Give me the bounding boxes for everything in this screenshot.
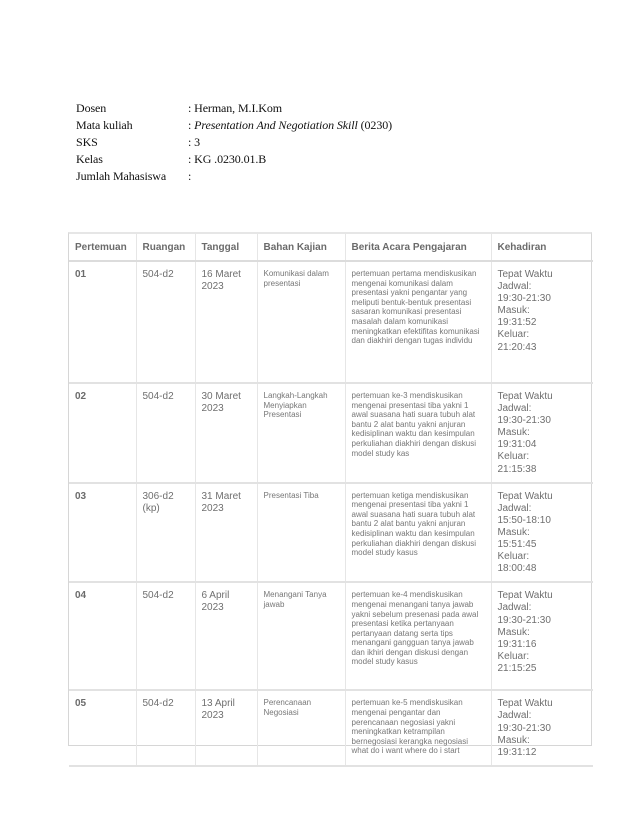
header-tanggal: Tanggal xyxy=(195,234,257,261)
mata-kuliah-value xyxy=(188,117,392,134)
cell-kehadiran xyxy=(491,483,593,583)
header-kehadiran: Kehadiran xyxy=(491,234,593,261)
attendance-schedule-value: 19:30-21:30 xyxy=(497,722,551,734)
header-berita-acara: Berita Acara Pengajaran xyxy=(345,234,491,261)
attendance-out-label: Keluar: xyxy=(497,551,530,563)
attendance-status: Tepat Waktu xyxy=(497,590,553,602)
attendance-schedule-value: 19:30-21:30 xyxy=(497,293,551,305)
teaching-report-table xyxy=(68,232,592,758)
attendance-in-label: Masuk: xyxy=(497,305,530,317)
cell-pertemuan: 05 xyxy=(69,690,136,765)
report-table xyxy=(69,234,593,767)
cell-ruangan: 306-d2 (kp) xyxy=(136,483,195,583)
sks-label: SKS xyxy=(76,135,98,149)
cell-ruangan: 504-d2 xyxy=(136,383,195,483)
cell-ruangan: 504-d2 xyxy=(136,261,195,383)
cell-bahan-kajian: Menangani Tanya jawab xyxy=(257,582,345,690)
cell-tanggal: 16 Maret 2023 xyxy=(195,261,257,383)
cell-kehadiran xyxy=(491,261,593,383)
cell-tanggal: 30 Maret 2023 xyxy=(195,383,257,483)
cell-tanggal: 31 Maret 2023 xyxy=(195,483,257,583)
mata-kuliah-code: (0230) xyxy=(357,118,393,132)
cell-kehadiran xyxy=(491,582,593,690)
cell-bahan-kajian: Perencanaan Negosiasi xyxy=(257,690,345,765)
attendance-status: Tepat Waktu xyxy=(497,698,553,710)
cell-tanggal: 13 April 2023 xyxy=(195,690,257,765)
attendance-in-value: 19:31:16 xyxy=(497,638,537,650)
cell-pertemuan: 01 xyxy=(69,261,136,383)
attendance-status: Tepat Waktu xyxy=(497,391,553,402)
cell-pertemuan: 04 xyxy=(69,582,136,690)
attendance-out-value: 21:20:43 xyxy=(497,341,537,353)
attendance-status: Tepat Waktu xyxy=(497,269,553,280)
table-row xyxy=(69,582,593,690)
header-ruangan: Ruangan xyxy=(136,234,195,261)
cell-bahan-kajian: Presentasi Tiba xyxy=(257,483,345,583)
attendance-in-label: Masuk: xyxy=(497,626,530,638)
cell-berita-acara: pertemuan ke-3 mendiskusikan mengenai presentasi tiba yakni 1 awal suasana hati suara tubuh alat bantu 2 alat bantu yakni anjuran kedisiplinan waktu dan kesimpulan perkuliahan diakhiri dengan diskusi model study kas xyxy=(345,383,491,483)
cell-berita-acara: pertemuan ke-4 mendiskusikan mengenai menangani tanya jawab yakni sebelum presenasi pada awal presentasi ketika pertanyaan pertanyaan datang serta tips menangani gangguan tanya jawab dan ikhiri dengan diskusi dengan model study kasus xyxy=(345,582,491,690)
mata-kuliah-title: Presentation And Negotiation Skill xyxy=(194,118,358,132)
kelas-label: Kelas xyxy=(76,152,103,166)
dosen-value: : Herman, M.I.Kom xyxy=(188,101,282,115)
attendance-in-value: 15:51:45 xyxy=(497,539,537,551)
cell-kehadiran xyxy=(491,690,593,765)
attendance-out-value: 21:15:25 xyxy=(497,662,537,674)
attendance-schedule-label: Jadwal: xyxy=(497,403,532,415)
jumlah-mahasiswa-value: : xyxy=(188,169,192,183)
attendance-schedule-label: Jadwal: xyxy=(497,281,532,293)
cell-berita-acara: pertemuan ketiga mendiskusikan mengenai presentasi tiba yakni 1 awal suasana hati suara tubuh alat bantu 2 alat bantu yakni anjuran kedisiplinan waktu dan kesimpulan perkuliahan diakhiri dengan diskusi model study kasus xyxy=(345,483,491,583)
cell-kehadiran xyxy=(491,383,593,483)
cell-bahan-kajian: Langkah-Langkah Menyiapkan Presentasi xyxy=(257,383,345,483)
attendance-in-label: Masuk: xyxy=(497,734,530,746)
table-row xyxy=(69,383,593,483)
attendance-schedule-label: Jadwal: xyxy=(497,710,532,722)
attendance-in-value: 19:31:04 xyxy=(497,439,537,451)
table-header-row xyxy=(69,234,593,261)
attendance-out-label: Keluar: xyxy=(497,329,530,341)
kelas-value: : KG .0230.01.B xyxy=(188,152,267,166)
cell-bahan-kajian: Komunikasi dalam presentasi xyxy=(257,261,345,383)
attendance-schedule-label: Jadwal: xyxy=(497,602,532,614)
cell-pertemuan: 02 xyxy=(69,383,136,483)
mata-kuliah-label: Mata kuliah xyxy=(76,118,133,132)
attendance-in-label: Masuk: xyxy=(497,427,530,439)
attendance-in-label: Masuk: xyxy=(497,526,530,538)
attendance-in-value: 19:31:52 xyxy=(497,317,537,329)
attendance-schedule-value: 19:30-21:30 xyxy=(497,614,551,626)
cell-pertemuan: 03 xyxy=(69,483,136,583)
jumlah-mahasiswa-label: Jumlah Mahasiswa xyxy=(76,169,167,183)
cell-ruangan: 504-d2 xyxy=(136,582,195,690)
attendance-schedule-value: 19:30-21:30 xyxy=(497,415,551,427)
header-bahan-kajian: Bahan Kajian xyxy=(257,234,345,261)
attendance-in-value: 19:31:12 xyxy=(497,746,537,758)
attendance-out-value: 21:15:38 xyxy=(497,463,537,475)
cell-ruangan: 504-d2 xyxy=(136,690,195,765)
table-row xyxy=(69,261,593,383)
cell-berita-acara: pertemuan ke-5 mendiskusikan mengenai pengantar dan perencanaan negosiasi yakni meningkatkan ketrampilan bernegosiasi kerangka negosiasi what do i want where do i start xyxy=(345,690,491,765)
mata-kuliah-prefix: : xyxy=(188,118,195,132)
sks-value: : 3 xyxy=(188,135,201,149)
attendance-schedule-value: 15:50-18:10 xyxy=(497,514,551,526)
attendance-out-label: Keluar: xyxy=(497,451,530,463)
attendance-status: Tepat Waktu xyxy=(497,490,553,502)
dosen-label: Dosen xyxy=(76,101,107,115)
table-row xyxy=(69,483,593,583)
table-row xyxy=(69,690,593,765)
attendance-schedule-label: Jadwal: xyxy=(497,502,532,514)
attendance-out-value: 18:00:48 xyxy=(497,563,537,575)
attendance-out-label: Keluar: xyxy=(497,650,530,662)
header-pertemuan: Pertemuan xyxy=(69,234,136,261)
cell-tanggal: 6 April 2023 xyxy=(195,582,257,690)
cell-berita-acara: pertemuan pertama mendiskusikan mengenai komunikasi dalam presentasi yakni pengantar yang meliputi bentuk-bentuk presentasi sasaran komunikasi presentasi masalah dalam komunikasi meningkatkan efektifitas komunikasi dan diakhiri dengan tugas individu xyxy=(345,261,491,383)
